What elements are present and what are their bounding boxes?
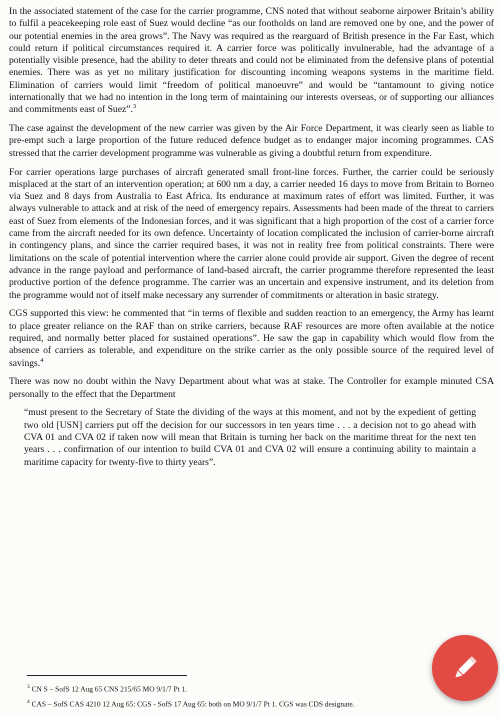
paragraph: For carrier operations large purchases of aircraft generated small front-line forces. Further, the carrier could be seriously misplaced at the start of an intervention operation; at 600 nm a day, a carrier needed 16 days to move from Britain to Borneo via Suez and 8 days from Australia to East Africa. Its endurance at maximum rates of effort was limited. Further, it was always vulnerable to attack and at risk of the need of emergency repairs. Assessments had been made of the threat to carriers east of Suez from elements of the Indonesian forces, and it was significant that a high proportion of the cost of a carrier force came from the aircraft needed for its own defence. Uncertainty of location complicated the inclusion of carrier-borne aircraft in contingency plans, and since the carrier required bases, it was not in reality free from political constraints. There were limitations on the scale of potential intervention where the carrier alone could provide air support. Given the degree of recent advance in the range payload and performance of land-based aircraft, the carrier programme therefore represented the least productive portion of the defence programme. The carrier was an uncertain and expensive instrument, and its deletion from the programme would not of itself make necessary any surrender of commitments or alteration in basic strategy. (9, 166, 494, 301)
paragraph: In the associated statement of the case for the carrier programme, CNS noted that without seaborne airpower Britain’s ability to fulfil a peacekeeping role east of Suez would decline “as our footholds on land are removed one by one, and the power of our potential enemies in the area grows”. The Navy was required as the rearguard of British presence in the Far East, which could return if political circumstances required it. A carrier force was politically invulnerable, had the advantage of a potentially visible presence, had the ability to deter threats and could not be eliminated from the defensive plans of potential enemies. There was as yet no military justification for discounting incoming weapons systems in the maritime field. Elimination of carriers would limit “freedom of political manoeuvre” and would be “tantamount to giving notice internationally that we had no intention in the long term of maintaining our interests overseas, or of supporting our alliances and commitments east of Suez”.$^3$ (9, 6, 494, 116)
footnote-text: CAS – SofS CAS 4210 12 Aug 65: CGS - SofS 17 Aug 65: both on MO 9/1/7 Pt 1. CGS was CDS designate. (31, 699, 355, 709)
footnote-divider (27, 675, 187, 676)
footnote-number: 3 (27, 684, 30, 690)
paragraph: CGS supported this view: he commented that “in terms of flexible and sudden reaction to an emergency, the Army has learnt to place greater reliance on the RAF than on strike carriers, because RAF resources are more often available at the notice required, and normally better placed for sustained operations”. He saw the gap in capability which would flow from the absence of carriers as tolerable, and expenditure on the strike carrier as the only possible source of the required level of savings.$^4$ (9, 308, 494, 369)
paragraph: The case against the development of the new carrier was given by the Air Force Department, it was clearly seen as liable to pre-empt such a large proportion of the future reduced defence budget as to endanger major incoming programmes. CAS stressed that the carrier development programme was vulnerable as giving a doubtful return from expenditure. (9, 123, 494, 159)
edit-button[interactable] (432, 635, 498, 701)
footnote-ref: 3 (132, 103, 137, 111)
footnote (27, 698, 497, 708)
footnote-ref: 4 (40, 356, 44, 364)
block-quote: “must present to the Secretary of State the dividing of the ways at this moment, and not by the expedient of getting two old [USN] carriers put off the decision for our successors in ten years time . . . a decision not to go ahead with CVA 01 and CVA 02 if taken now will mean that Britain is turning her back on the maritime threat for the next ten years . . . confirmation of our intention to build CVA 01 and CVA 02 will ensure a continuing ability to maintain a maritime capacity for twenty-five to thirty years”. (24, 407, 476, 468)
paragraph: There was now no doubt within the Navy Department about what was at stake. The Controller for example minuted CSA personally to the effect that the Department (9, 376, 494, 400)
body-text (9, 6, 494, 469)
footnote-text: CN S – SofS 12 Aug 65 CNS 215/65 MO 9/1/7 Pt 1. (31, 684, 187, 694)
footnote-number: 4 (27, 699, 30, 705)
footnote (27, 683, 497, 693)
